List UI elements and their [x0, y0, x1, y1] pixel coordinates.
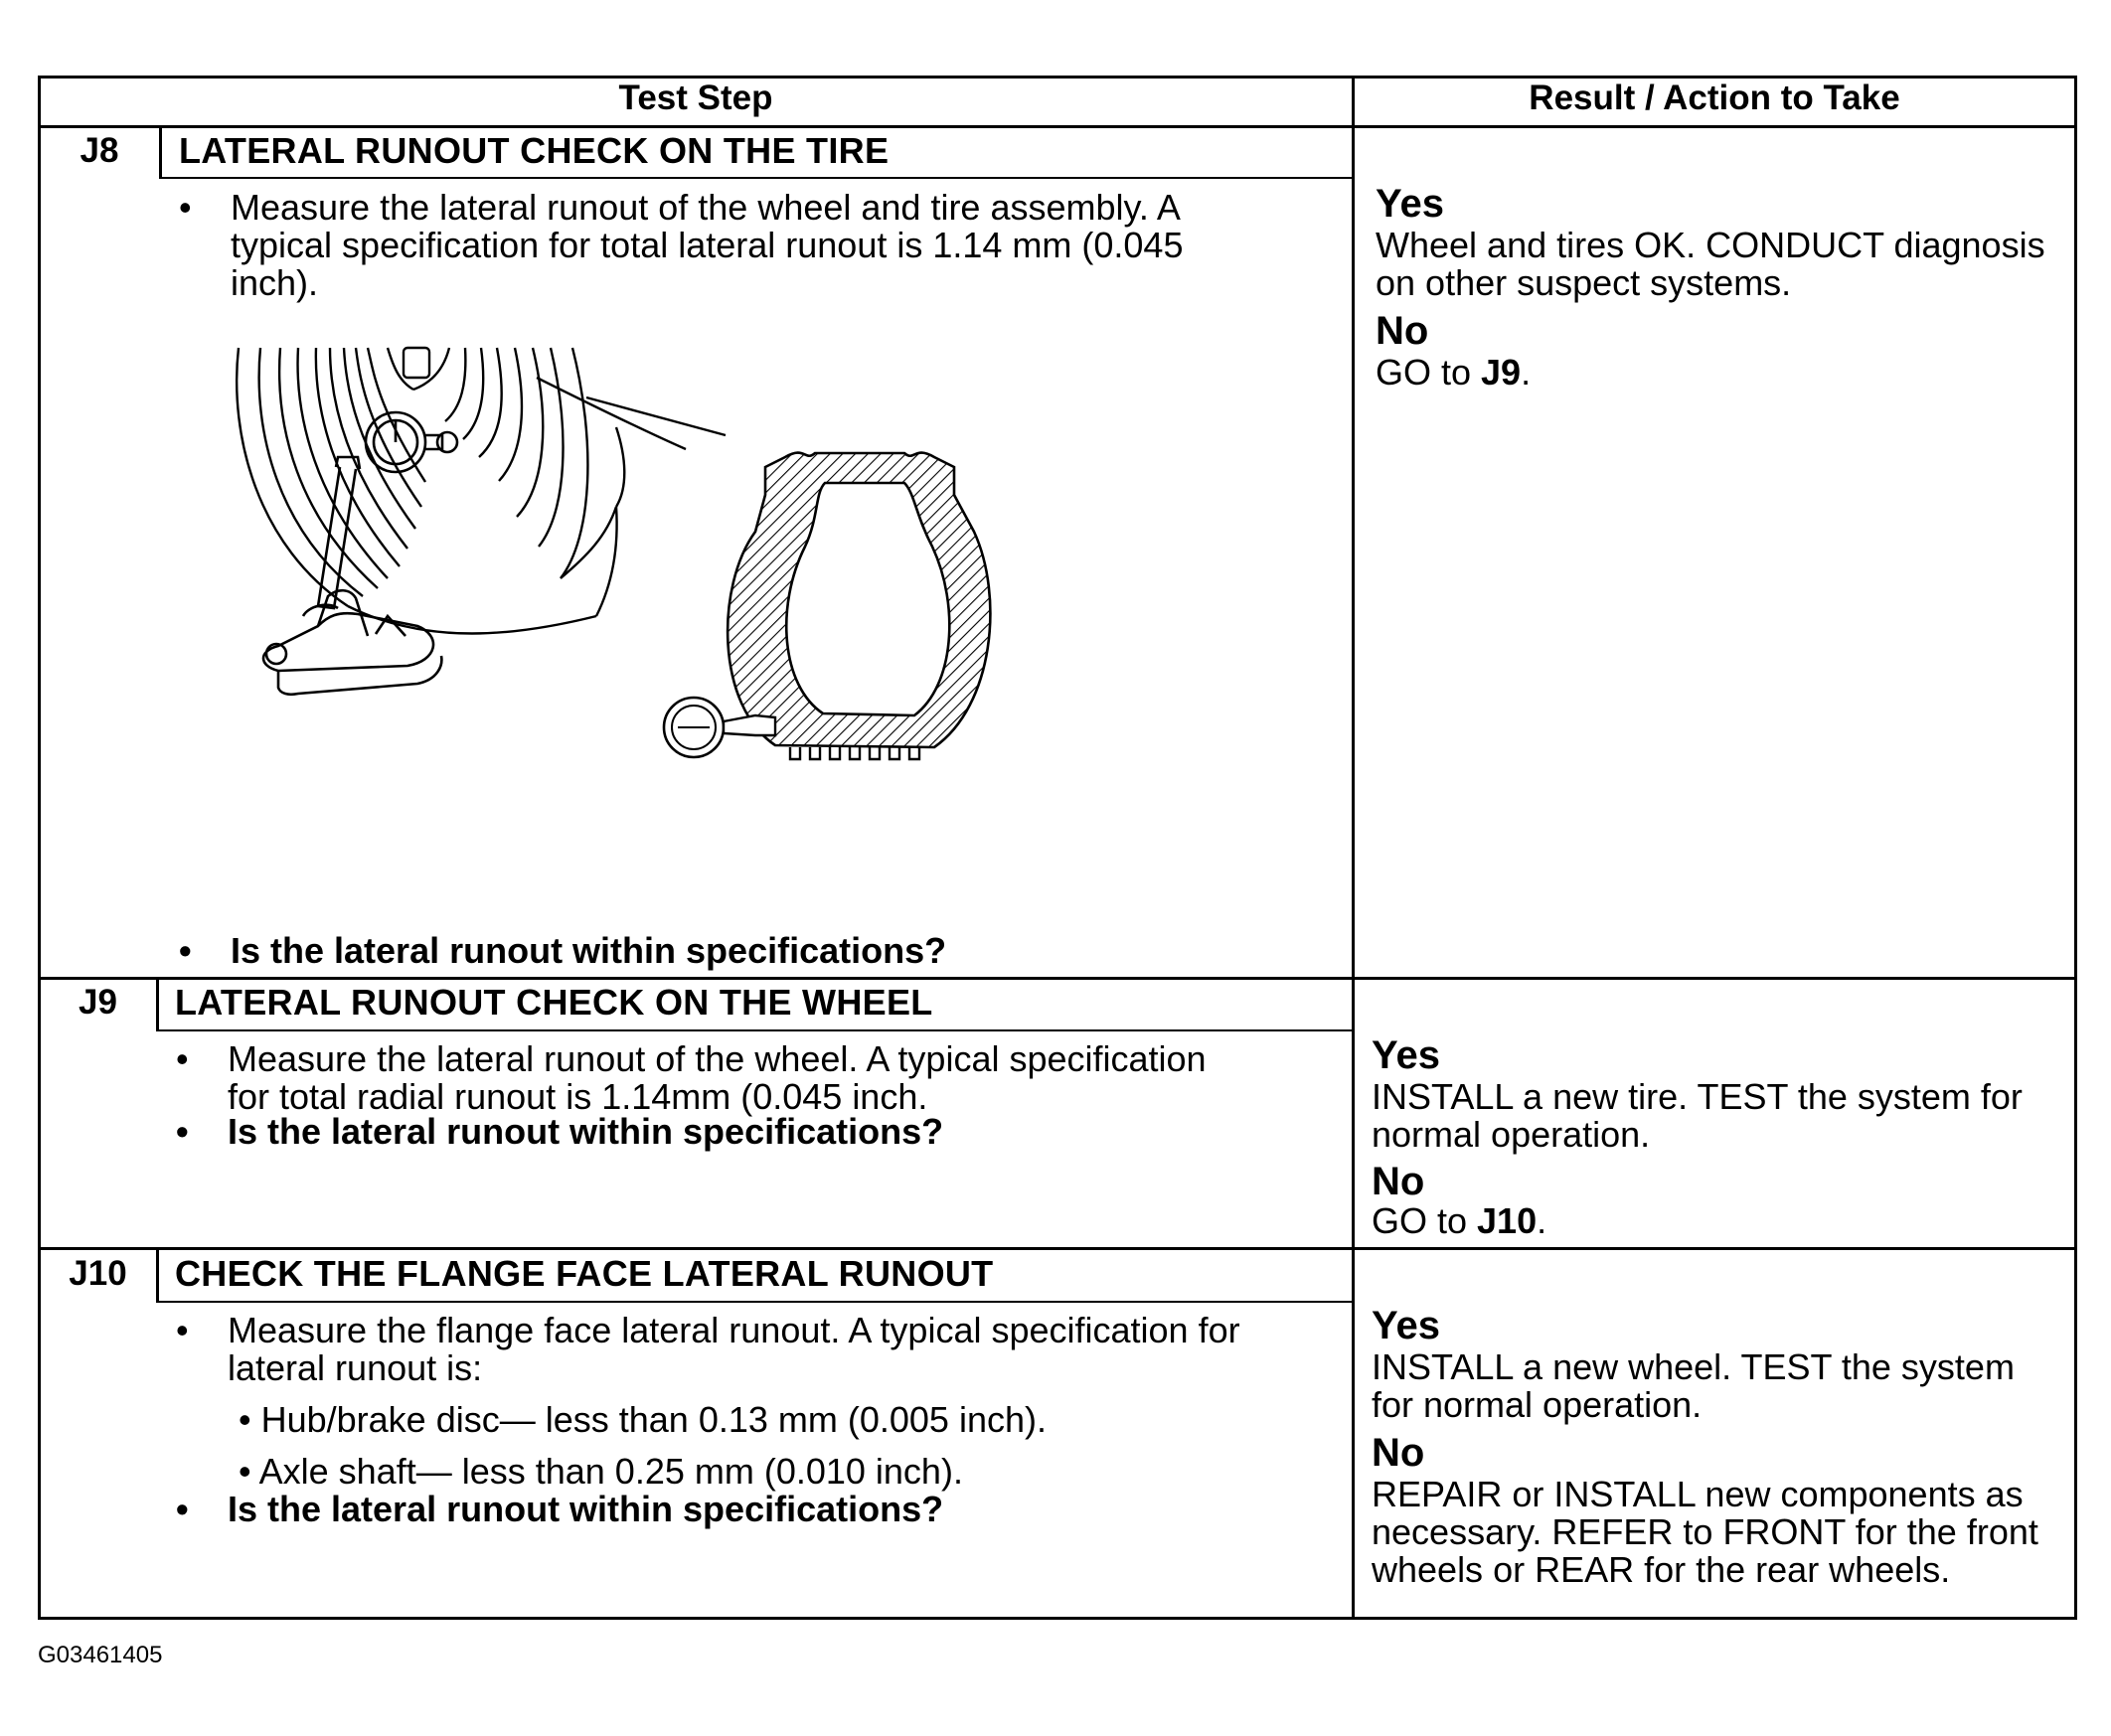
- runout-measurement-illustration: [219, 318, 1113, 894]
- step-id-j10: J10: [69, 1254, 127, 1293]
- j8-yes-label: Yes: [1376, 182, 1444, 226]
- j10-yes-label: Yes: [1372, 1304, 1440, 1347]
- j8-question: • Is the lateral runout within specifications?: [231, 932, 946, 970]
- j10-no-line-3: wheels or REAR for the rear wheels.: [1372, 1549, 1951, 1590]
- header-bottom-rule: [39, 125, 2076, 128]
- step-id-divider-j9: [156, 979, 159, 1030]
- column-divider: [1352, 77, 1355, 1619]
- j8-instruction: [231, 189, 1183, 302]
- header-test-step: Test Step: [618, 79, 773, 117]
- j9-no-ref: J10: [1477, 1200, 1538, 1241]
- j9-instruction-line-2: for total radial runout is 1.14mm (0.045 inch.: [228, 1076, 928, 1117]
- j8-no-ref: J9: [1481, 352, 1522, 393]
- j8-yes-text: [1376, 227, 2045, 302]
- j9-question: • Is the lateral runout within specifications?: [228, 1113, 943, 1151]
- step-id-j8: J8: [80, 131, 119, 170]
- j10-sub-item-1: • Hub/brake disc— less than 0.13 mm (0.005 inch).: [239, 1399, 1047, 1440]
- j10-title-rule: [156, 1301, 1352, 1303]
- step-title-j10: CHECK THE FLANGE FACE LATERAL RUNOUT: [175, 1253, 994, 1294]
- j8-instruction-line-1: • Measure the lateral runout of the wheel and tire assembly. A: [231, 187, 1181, 228]
- step-id-j9: J9: [79, 983, 117, 1022]
- j9-instruction-line-1: • Measure the lateral runout of the wheel. A typical specification: [228, 1038, 1207, 1079]
- j9-no-text: [1372, 1202, 1546, 1240]
- header-result-action: Result / Action to Take: [1529, 79, 1900, 117]
- step-title-j9: LATERAL RUNOUT CHECK ON THE WHEEL: [175, 982, 933, 1023]
- j9-instruction: [228, 1040, 1207, 1116]
- j8-bottom-rule: [39, 977, 2076, 980]
- j9-no-label: No: [1372, 1160, 1425, 1203]
- step-id-divider-j10: [156, 1250, 159, 1302]
- j10-instruction-line-2: lateral runout is:: [228, 1347, 483, 1388]
- j8-yes-line-2: on other suspect systems.: [1376, 262, 1792, 303]
- j9-yes-line-1: INSTALL a new tire. TEST the system for: [1372, 1076, 2023, 1117]
- j8-title-rule: [159, 177, 1352, 179]
- j10-yes-line-2: for normal operation.: [1372, 1384, 1703, 1425]
- j10-no-line-2: necessary. REFER to FRONT for the front: [1372, 1511, 2038, 1552]
- j9-title-rule: [156, 1029, 1352, 1031]
- j8-no-text: [1376, 354, 1531, 392]
- figure-code: G03461405: [38, 1642, 163, 1668]
- j8-no-suffix: .: [1521, 352, 1532, 393]
- j10-instruction: [228, 1312, 1240, 1387]
- j9-yes-line-2: normal operation.: [1372, 1114, 1651, 1155]
- j10-no-text: [1372, 1476, 2038, 1589]
- j9-yes-text: [1372, 1078, 2023, 1154]
- j8-instruction-line-2: typical specification for total lateral runout is 1.14 mm (0.045: [231, 225, 1184, 265]
- tire-illustration: [237, 348, 726, 634]
- j10-yes-line-1: INSTALL a new wheel. TEST the system: [1372, 1346, 2015, 1387]
- j10-yes-text: [1372, 1348, 2015, 1424]
- j8-yes-line-1: Wheel and tires OK. CONDUCT diagnosis: [1376, 225, 2045, 265]
- tire-cross-section: [664, 453, 990, 759]
- j9-no-suffix: .: [1537, 1200, 1547, 1241]
- j9-yes-label: Yes: [1372, 1033, 1440, 1077]
- j10-no-line-1: REPAIR or INSTALL new components as: [1372, 1474, 2024, 1514]
- j10-sub-item-2: • Axle shaft— less than 0.25 mm (0.010 inch).: [239, 1451, 963, 1492]
- j9-no-prefix: GO to: [1372, 1200, 1478, 1241]
- j10-instruction-line-1: • Measure the flange face lateral runout. A typical specification for: [228, 1310, 1240, 1350]
- step-id-divider-j8: [159, 127, 162, 179]
- step-title-j8: LATERAL RUNOUT CHECK ON THE TIRE: [179, 130, 890, 171]
- j8-instruction-line-3: inch).: [231, 262, 319, 303]
- j8-no-prefix: GO to: [1376, 352, 1482, 393]
- j8-no-label: No: [1376, 309, 1429, 353]
- j10-question: • Is the lateral runout within specifications?: [228, 1491, 943, 1528]
- j10-no-label: No: [1372, 1431, 1425, 1475]
- j9-bottom-rule: [39, 1247, 2076, 1250]
